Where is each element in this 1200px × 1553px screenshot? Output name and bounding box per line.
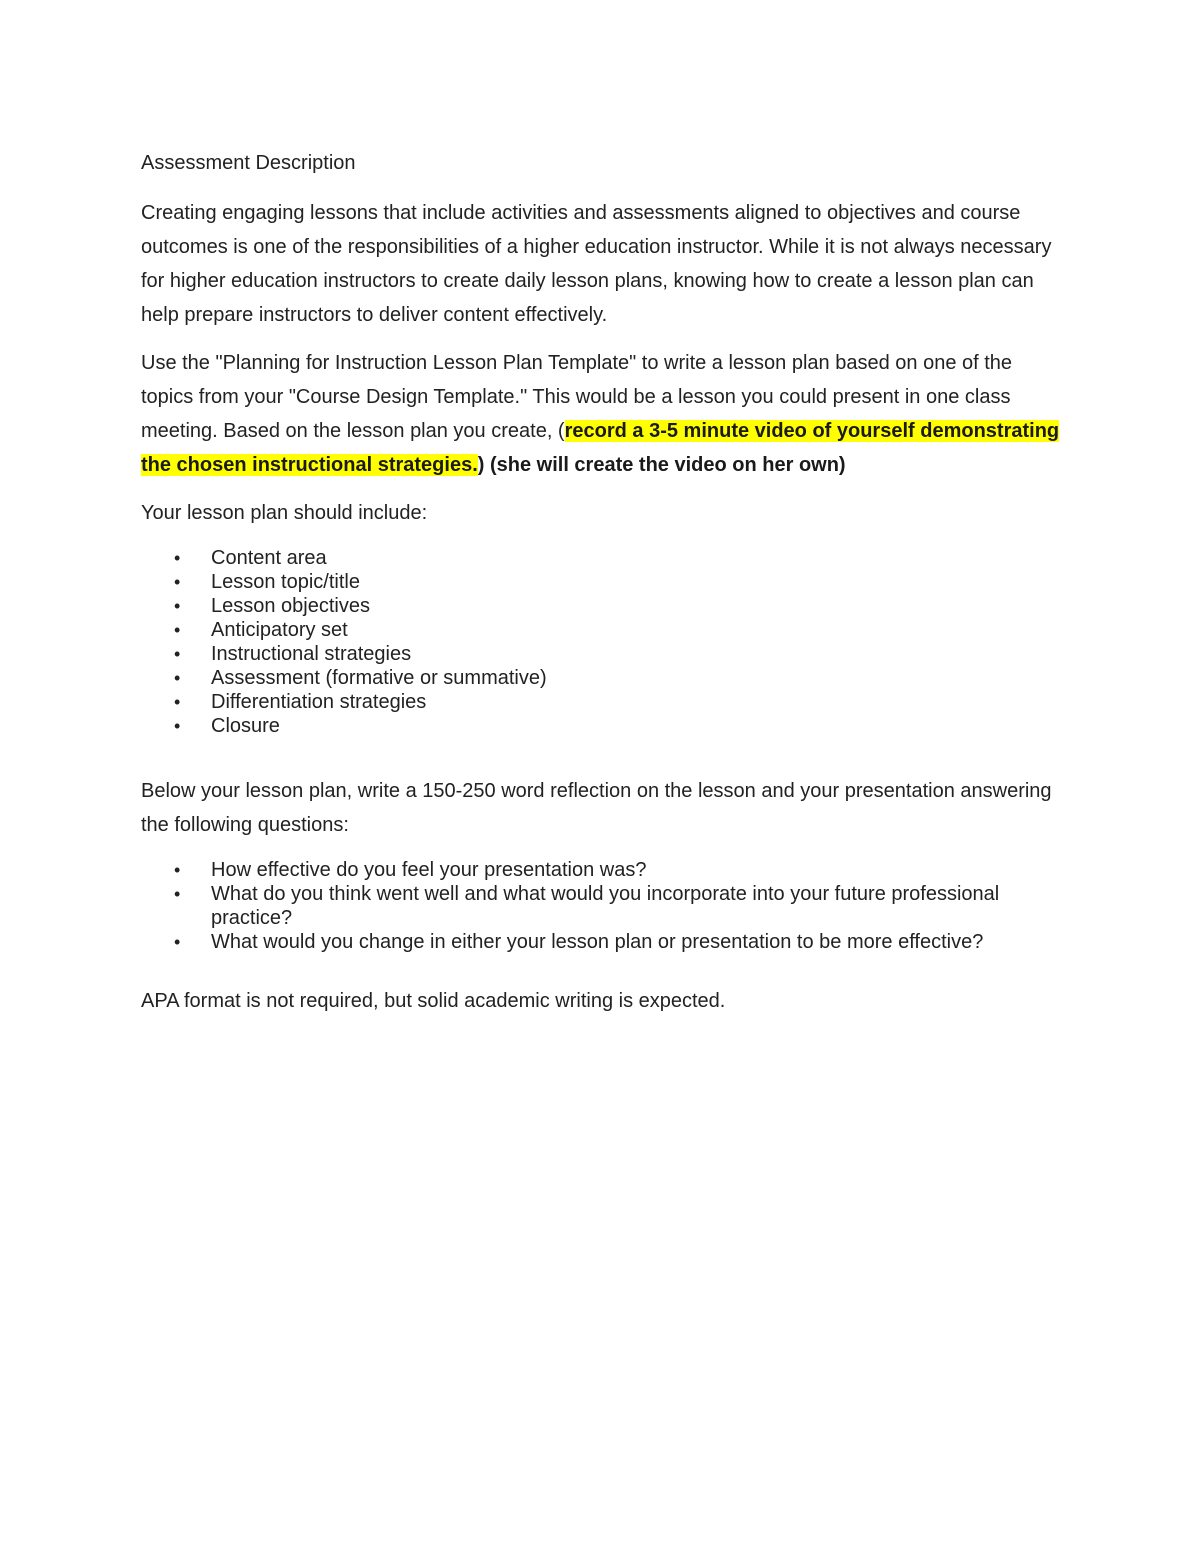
list-item-text: Instructional strategies [211,643,412,665]
reflection-lead: Below your lesson plan, write a 150-250 word reflection on the lesson and your presentation answering the following questions: [141,780,1052,836]
bullet-icon: • [174,596,181,616]
include-list [141,546,1061,738]
list-item-text: Lesson topic/title [211,571,360,593]
list-item-text: Content area [211,547,327,569]
bullet-icon: • [174,884,181,904]
question-text: What do you think went well and what would you incorporate into your future professional practice? [211,883,1000,929]
bullet-icon: • [174,932,181,952]
instructions-paragraph [141,346,1061,482]
questions-list [141,858,1061,954]
list-item [141,618,1061,642]
list-item-text: Anticipatory set [211,619,348,641]
question-text: What would you change in either your lesson plan or presentation to be more effective? [211,931,984,953]
include-lead: Your lesson plan should include: [141,502,428,524]
bullet-icon: • [174,860,181,880]
bullet-icon: • [174,548,181,568]
bullet-icon: • [174,620,181,640]
list-item [141,714,1061,738]
bullet-icon: • [174,716,181,736]
list-item [141,570,1061,594]
intro-paragraph: Creating engaging lessons that include activities and assessments aligned to objectives and course outcomes is one of the responsibilities of a higher education instructor. While it is not always necessary for higher education instructors to create daily lesson plans, knowing how to create a lesson plan can help prepare instructors to deliver content effectively. [141,202,1052,326]
instructions-text: Use the "Planning for Instruction Lesson Plan Template" to write a lesson plan based on one of the topics from your "Course Design Template." This would be a lesson you could present in one class meeting. Based on the lesson plan you create, ( [141,352,1013,442]
list-item [141,594,1061,618]
question-text: How effective do you feel your presentation was? [211,859,647,881]
list-item-text: Differentiation strategies [211,691,427,713]
list-item [141,690,1061,714]
list-item [141,858,1061,882]
list-item [141,642,1061,666]
list-item-text: Lesson objectives [211,595,370,617]
instruction-note: ) (she will create the video on her own) [477,454,846,476]
highlighted-instruction: record a 3-5 minute video of yourself demonstrating the chosen instructional strategies. [141,420,1060,476]
bullet-icon: • [174,692,181,712]
bullet-icon: • [174,668,181,688]
list-item-text: Closure [211,715,280,737]
list-item [141,930,1061,954]
list-item [141,666,1061,690]
bullet-icon: • [174,644,181,664]
list-item [141,882,1061,930]
document-heading: Assessment Description [141,152,356,174]
closing-paragraph: APA format is not required, but solid academic writing is expected. [141,990,726,1012]
list-item [141,546,1061,570]
list-item-text: Assessment (formative or summative) [211,667,547,689]
document-page [141,148,1061,1018]
bullet-icon: • [174,572,181,592]
